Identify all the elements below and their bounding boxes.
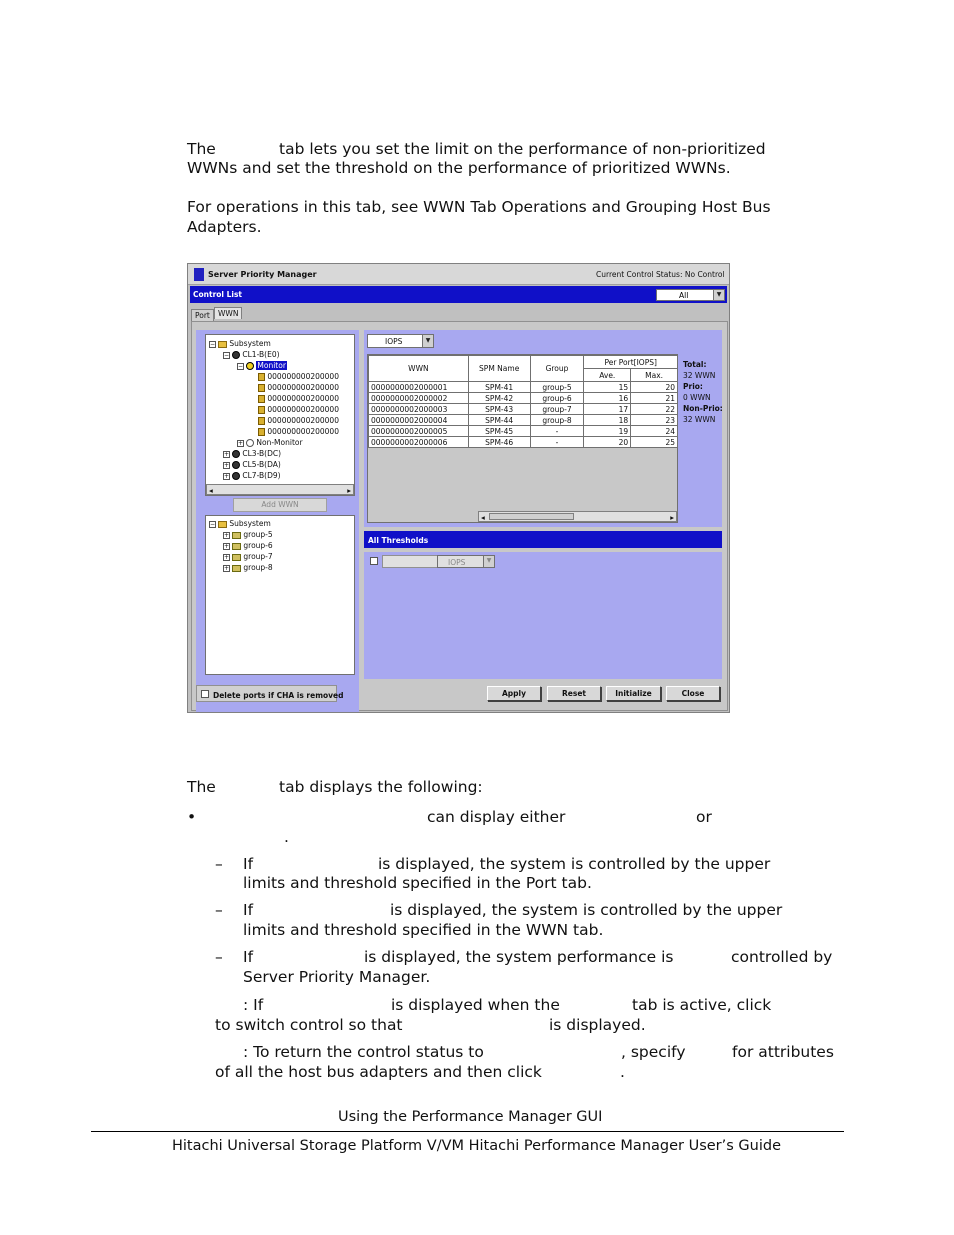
group-icon — [232, 532, 241, 539]
footer-book-title: Hitachi Universal Storage Platform V/VM Hitachi Performance Manager User’s Guide — [172, 1138, 781, 1154]
wwn-tab-body — [191, 321, 728, 711]
scroll-left-icon[interactable]: ◂ — [481, 513, 485, 522]
cell-spm: SPM-43 — [468, 404, 530, 415]
threshold-unit-value: IOPS — [448, 558, 466, 567]
hba-icon — [258, 384, 265, 392]
d3-d: Server Priority Manager. — [243, 968, 431, 986]
col-ave[interactable]: Ave. — [584, 369, 631, 382]
metric-select[interactable] — [367, 334, 434, 348]
table-row[interactable] — [369, 415, 678, 426]
wwn-tab-screenshot — [187, 263, 730, 713]
hba-icon — [258, 395, 265, 403]
cell-spm: SPM-46 — [468, 437, 530, 448]
group-tree[interactable] — [205, 515, 355, 675]
nonprio-label: Non-Prio: — [683, 404, 723, 413]
body-l3: . — [284, 828, 289, 846]
tree-root[interactable]: − Subsystem — [210, 339, 271, 348]
cell-wwn: 0000000002000001 — [369, 382, 469, 393]
cell-spm: SPM-41 — [468, 382, 530, 393]
note1-d: to switch control so that — [215, 1016, 403, 1034]
dash-3: – — [215, 948, 223, 966]
cell-spm: SPM-42 — [468, 393, 530, 404]
table-row[interactable] — [369, 426, 678, 437]
port-icon — [232, 472, 240, 480]
dash-1: – — [215, 855, 223, 873]
window-title: Server Priority Manager — [208, 270, 317, 279]
cell-spm: SPM-45 — [468, 426, 530, 437]
cell-group: - — [530, 426, 584, 437]
cell-group: - — [530, 437, 584, 448]
monitor-icon — [246, 362, 254, 370]
d1-b: is displayed, the system is controlled by the upper — [378, 855, 771, 873]
tree-wwn-item[interactable]: 000000000200000 — [258, 383, 339, 393]
tree-wwn-item[interactable]: 000000000200000 — [258, 372, 339, 382]
cell-ave[interactable]: 17 — [584, 404, 631, 415]
body-l1-b: tab displays the following: — [279, 778, 483, 796]
reset-button[interactable]: Reset — [547, 686, 601, 701]
non-monitor-icon — [246, 439, 254, 447]
cell-ave[interactable]: 18 — [584, 415, 631, 426]
col-per-port[interactable]: Per Port[IOPS] — [584, 356, 678, 369]
tree-non-monitor[interactable]: + Non-Monitor — [238, 438, 303, 447]
intro-line-1: The — [187, 140, 216, 158]
note1-b: is displayed when the — [391, 996, 560, 1014]
d2-a: If — [243, 901, 254, 919]
body-l1-a: The — [187, 778, 216, 796]
cell-group: group-7 — [530, 404, 584, 415]
tree-wwn-item[interactable]: 000000000200000 — [258, 394, 339, 404]
total-label: Total: — [683, 360, 707, 369]
table-row[interactable] — [369, 404, 678, 415]
d2-b: is displayed, the system is controlled by the upper — [390, 901, 783, 919]
group-tree-item[interactable]: + group-8 — [224, 563, 273, 572]
d1-a: If — [243, 855, 254, 873]
prio-label: Prio: — [683, 382, 703, 391]
note2-b: , specify — [621, 1043, 686, 1061]
cell-wwn: 0000000002000003 — [369, 404, 469, 415]
cell-ave[interactable]: 16 — [584, 393, 631, 404]
cell-wwn: 0000000002000004 — [369, 415, 469, 426]
col-group[interactable]: Group — [530, 356, 584, 382]
hba-icon — [258, 406, 265, 414]
cell-max[interactable]: 25 — [631, 437, 678, 448]
delete-ports-option[interactable] — [196, 685, 344, 702]
intro-line-3: For operations in this tab, see WWN Tab Operations and Grouping Host Bus — [187, 198, 771, 216]
control-list-label: Control List — [193, 290, 243, 299]
hba-icon — [258, 428, 265, 436]
cell-max[interactable]: 22 — [631, 404, 678, 415]
tree-port-cl7b[interactable]: + CL7-B(D9) — [224, 471, 281, 480]
table-row[interactable] — [369, 382, 678, 393]
cell-wwn: 0000000002000006 — [369, 437, 469, 448]
cell-ave[interactable]: 20 — [584, 437, 631, 448]
tree-port-cl1b[interactable]: − CL1-B(E0) — [224, 350, 280, 359]
d3-a: If — [243, 948, 254, 966]
cell-ave[interactable]: 15 — [584, 382, 631, 393]
metric-select-value: IOPS — [385, 337, 403, 346]
control-list-value: All — [679, 291, 689, 300]
delete-ports-label: Delete ports if CHA is removed — [213, 691, 344, 700]
port-icon — [232, 351, 240, 359]
port-icon — [232, 450, 240, 458]
tab-port[interactable]: Port — [191, 309, 214, 321]
chevron-down-icon: ▼ — [422, 335, 433, 347]
all-thresholds-bar — [364, 531, 722, 548]
cell-group: group-8 — [530, 415, 584, 426]
hba-icon — [258, 417, 265, 425]
nonprio-value: 32 WWN — [683, 415, 716, 424]
body-l2-b: or — [696, 808, 712, 826]
chevron-down-icon: ▼ — [713, 290, 724, 300]
tree-wwn-item[interactable]: 000000000200000 — [258, 416, 339, 426]
group-tree-item[interactable]: + group-5 — [224, 530, 273, 539]
delete-ports-checkbox[interactable] — [201, 690, 209, 698]
tree-port-cl3b[interactable]: + CL3-B(DC) — [224, 449, 282, 458]
cell-group: group-6 — [530, 393, 584, 404]
current-control-status: Current Control Status: No Control — [596, 270, 725, 279]
d3-c: controlled by — [731, 948, 833, 966]
port-icon — [232, 461, 240, 469]
d3-b: is displayed, the system performance is — [364, 948, 674, 966]
prio-value: 0 WWN — [683, 393, 711, 402]
footer-rule — [91, 1131, 844, 1132]
folder-icon — [218, 341, 227, 348]
cell-max[interactable]: 21 — [631, 393, 678, 404]
wwn-tree-top[interactable] — [205, 334, 355, 496]
scroll-left-icon[interactable]: ◂ — [209, 486, 213, 495]
scroll-right-icon[interactable]: ▸ — [670, 513, 674, 522]
cell-wwn: 0000000002000002 — [369, 393, 469, 404]
col-spm-name[interactable]: SPM Name — [468, 356, 530, 382]
apply-button[interactable]: Apply — [487, 686, 541, 701]
control-list-bar — [190, 286, 727, 303]
threshold-input[interactable] — [382, 555, 438, 568]
cell-max[interactable]: 20 — [631, 382, 678, 393]
cell-wwn: 0000000002000005 — [369, 426, 469, 437]
window-title-bar — [188, 264, 729, 285]
intro-line-2: WWNs and set the threshold on the performance of prioritized WWNs. — [187, 159, 731, 177]
tree-port-cl5b[interactable]: + CL5-B(DA) — [224, 460, 281, 469]
wwn-table — [368, 355, 678, 448]
group-tree-item[interactable]: + group-6 — [224, 541, 273, 550]
cell-max[interactable]: 24 — [631, 426, 678, 437]
window-icon — [194, 268, 204, 281]
footer-section: Using the Performance Manager GUI — [338, 1109, 603, 1125]
wwn-table-area — [367, 354, 678, 523]
note2-d: of all the host bus adapters and then click — [215, 1063, 542, 1081]
d2-c: limits and threshold specified in the WWN tab. — [243, 921, 604, 939]
note1-c: tab is active, click — [632, 996, 772, 1014]
col-max[interactable]: Max. — [631, 369, 678, 382]
table-row[interactable] — [369, 393, 678, 404]
bullet-marker: • — [187, 808, 197, 826]
folder-icon — [218, 521, 227, 528]
cell-spm: SPM-44 — [468, 415, 530, 426]
col-wwn[interactable]: WWN — [369, 356, 469, 382]
body-l2-a: can display either — [427, 808, 566, 826]
scroll-thumb[interactable] — [489, 513, 574, 520]
initialize-button[interactable]: Initialize — [606, 686, 661, 701]
note2-e: . — [620, 1063, 625, 1081]
group-tree-root[interactable]: − Subsystem — [210, 519, 271, 528]
threshold-unit-select[interactable] — [437, 555, 495, 568]
thresholds-panel — [364, 552, 722, 679]
group-icon — [232, 554, 241, 561]
threshold-checkbox[interactable] — [370, 557, 378, 565]
all-thresholds-label: All Thresholds — [368, 536, 429, 545]
group-tree-item[interactable]: + group-7 — [224, 552, 273, 561]
control-list-select[interactable] — [656, 289, 725, 301]
close-button[interactable]: Close — [666, 686, 720, 701]
chevron-down-icon: ▼ — [483, 556, 494, 567]
tree-wwn-item[interactable]: 000000000200000 — [258, 405, 339, 415]
d1-c: limits and threshold specified in the Port tab. — [243, 874, 592, 892]
dash-2: – — [215, 901, 223, 919]
cell-max[interactable]: 23 — [631, 415, 678, 426]
intro-line-4: Adapters. — [187, 218, 262, 236]
group-icon — [232, 565, 241, 572]
total-value: 32 WWN — [683, 371, 716, 380]
table-row[interactable] — [369, 437, 678, 448]
cell-group: group-5 — [530, 382, 584, 393]
note2-c: for attributes — [732, 1043, 834, 1061]
note2-a: : To return the control status to — [243, 1043, 484, 1061]
scroll-right-icon[interactable]: ▸ — [347, 486, 351, 495]
note1-e: is displayed. — [549, 1016, 646, 1034]
tree-wwn-item[interactable]: 000000000200000 — [258, 427, 339, 437]
hba-icon — [258, 373, 265, 381]
tree-horizontal-scrollbar[interactable] — [206, 484, 354, 495]
intro-line-1-rest: tab lets you set the limit on the performance of non-prioritized — [279, 140, 766, 158]
note1-a: : If — [243, 996, 264, 1014]
cell-ave[interactable]: 19 — [584, 426, 631, 437]
add-wwn-button[interactable]: Add WWN — [233, 498, 327, 512]
tree-monitor[interactable]: − Monitor — [238, 361, 286, 370]
table-horizontal-scrollbar[interactable] — [478, 511, 677, 522]
group-icon — [232, 543, 241, 550]
tab-wwn[interactable]: WWN — [214, 307, 242, 319]
